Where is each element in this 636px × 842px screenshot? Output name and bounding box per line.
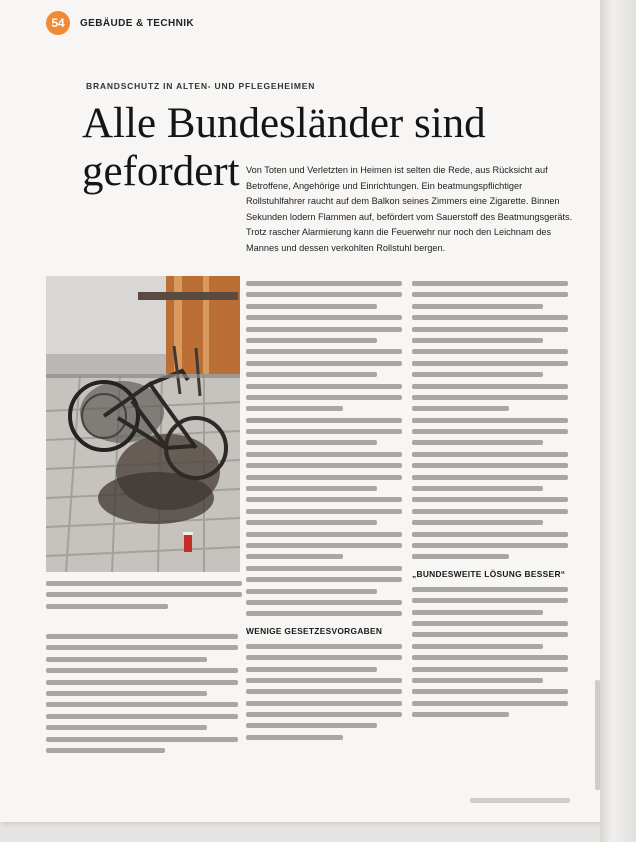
body-line <box>46 714 238 719</box>
body-line <box>246 292 402 297</box>
page-edge <box>600 0 636 842</box>
body-line <box>246 723 377 728</box>
body-line <box>246 701 402 706</box>
page-footer <box>470 798 570 803</box>
body-line <box>412 543 568 548</box>
body-line <box>246 577 402 582</box>
article-lead: Von Toten und Verletzten in Heimen ist selten die Rede, aus Rücksicht auf Betroffene, Angehörige und Einrichtungen. Ein beatmungspflichtiger Rollstuhlfahrer raucht auf dem Balkon seines Zimmers eine Zigarette. Binnen Sekunden lodern Flammen auf, befördert vom Sauerstoff des Beatmungsgeräts. Trotz rascher Alarmierung kann die Feuerwehr nur noch den Leichnam des Mannes und dessen verkohlten Rollstuhl bergen. <box>246 165 573 253</box>
body-column-left <box>46 630 238 759</box>
body-line <box>246 543 402 548</box>
caption-line <box>46 592 242 597</box>
body-line <box>246 644 402 649</box>
body-line <box>412 655 568 660</box>
body-line <box>246 600 402 605</box>
body-line <box>246 520 377 525</box>
page-number-badge: 54 <box>46 11 70 35</box>
body-line <box>412 338 543 343</box>
body-line <box>246 418 402 423</box>
body-line <box>246 475 402 480</box>
body-line <box>246 678 402 683</box>
article-kicker: BRANDSCHUTZ IN ALTEN- UND PFLEGEHEIMEN <box>86 81 316 91</box>
body-line <box>412 632 568 637</box>
subhead-wenige-gesetzesvorgaben: WENIGE GESETZESVORGABEN <box>246 626 383 637</box>
body-line <box>412 509 568 514</box>
body-line <box>46 748 165 753</box>
burned-balcony-image <box>46 276 240 572</box>
body-line <box>246 735 343 740</box>
body-line <box>412 372 543 377</box>
photo-caption <box>46 577 242 615</box>
body-line <box>412 520 543 525</box>
caption-line <box>46 604 168 609</box>
body-line <box>412 327 568 332</box>
body-line <box>412 475 568 480</box>
body-line <box>46 634 238 639</box>
body-line <box>246 315 402 320</box>
body-line <box>412 598 568 603</box>
body-line <box>246 611 402 616</box>
body-line <box>412 281 568 286</box>
body-line <box>246 304 377 309</box>
body-line <box>412 440 543 445</box>
body-line <box>246 452 402 457</box>
body-line <box>246 566 402 571</box>
body-line <box>246 497 402 502</box>
body-line <box>246 349 402 354</box>
body-line <box>46 737 238 742</box>
body-line <box>412 349 568 354</box>
body-line <box>246 395 402 400</box>
body-line <box>412 406 509 411</box>
body-line <box>246 554 343 559</box>
body-line <box>46 645 238 650</box>
body-line <box>46 691 207 696</box>
body-line <box>246 429 402 434</box>
body-line <box>246 440 377 445</box>
body-line <box>412 554 509 559</box>
body-line <box>246 712 402 717</box>
body-line <box>246 486 377 491</box>
body-line <box>246 655 402 660</box>
body-line <box>412 678 543 683</box>
body-line <box>246 372 377 377</box>
body-line <box>412 644 543 649</box>
body-line <box>246 667 377 672</box>
body-line <box>412 429 568 434</box>
page-header <box>46 10 194 36</box>
body-line <box>246 589 377 594</box>
body-line <box>46 657 207 662</box>
body-line <box>246 689 402 694</box>
body-line <box>412 395 568 400</box>
body-line <box>412 712 509 717</box>
body-line <box>412 497 568 502</box>
body-line <box>46 702 238 707</box>
body-line <box>246 384 402 389</box>
body-line <box>412 418 568 423</box>
body-line <box>246 327 402 332</box>
body-line <box>246 509 402 514</box>
body-line <box>46 668 238 673</box>
body-line <box>412 532 568 537</box>
body-line <box>412 315 568 320</box>
article-photo <box>46 276 240 572</box>
section-label: GEBÄUDE & TECHNIK <box>80 17 195 29</box>
body-line <box>46 680 238 685</box>
body-line <box>412 486 543 491</box>
body-line <box>412 463 568 468</box>
body-line <box>412 667 568 672</box>
body-line <box>246 338 377 343</box>
body-line <box>412 304 543 309</box>
body-line <box>412 292 568 297</box>
body-line <box>246 406 343 411</box>
body-line <box>246 532 402 537</box>
body-line <box>412 689 568 694</box>
body-column-middle <box>246 277 402 746</box>
subhead-bundesweite-loesung: „BUNDESWEITE LÖSUNG BESSER“ <box>412 569 566 580</box>
body-line <box>412 452 568 457</box>
body-line <box>412 361 568 366</box>
body-column-right <box>412 277 568 723</box>
body-line <box>412 384 568 389</box>
article-headline: Alle Bundesländer sind gefordert <box>82 100 486 195</box>
body-line <box>46 725 207 730</box>
body-line <box>412 610 543 615</box>
body-line <box>412 701 568 706</box>
body-line <box>246 463 402 468</box>
body-line <box>246 361 402 366</box>
body-line <box>412 587 568 592</box>
body-line <box>246 281 402 286</box>
body-line <box>412 621 568 626</box>
caption-line <box>46 581 242 586</box>
